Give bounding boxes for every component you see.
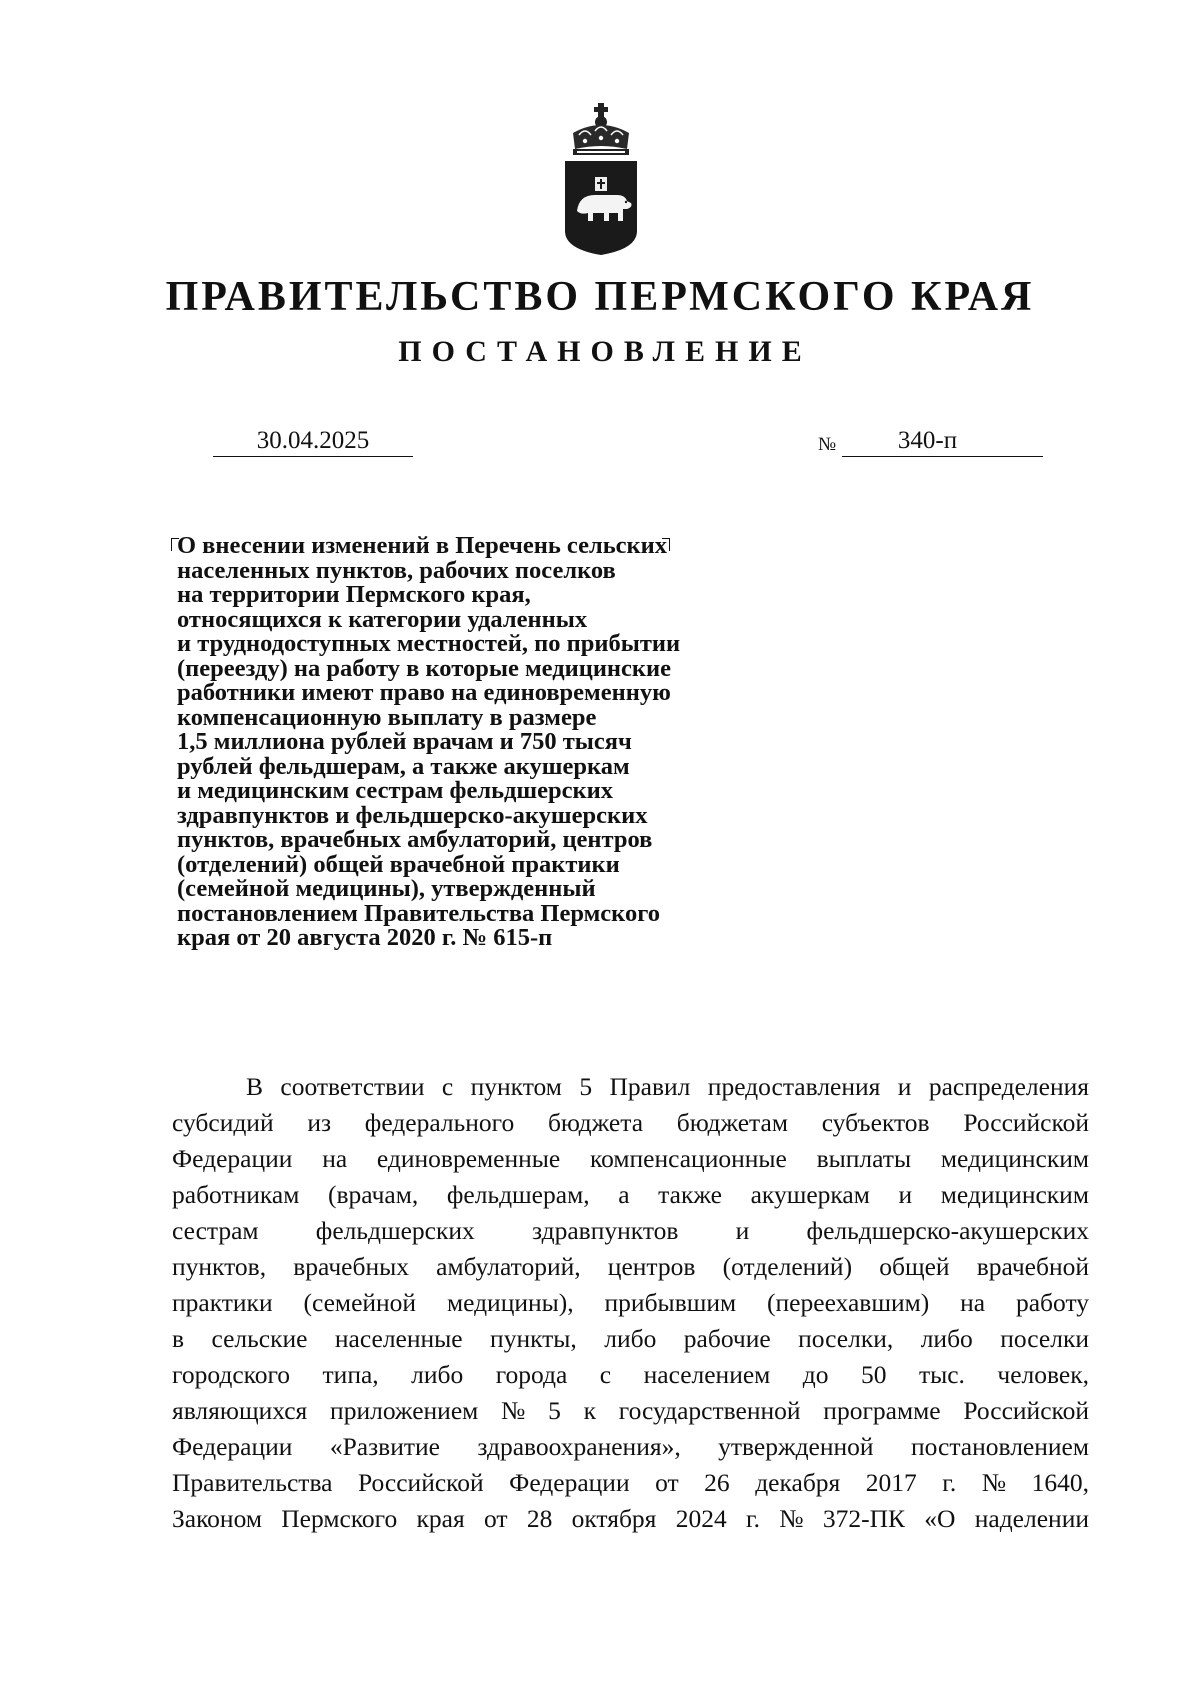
- organization-title: ПРАВИТЕЛЬСТВО ПЕРМСКОГО КРАЯ: [165, 274, 1035, 320]
- body-line: Федерации на единовременные компенсационные выплаты медицинским: [172, 1144, 1090, 1173]
- subject-line: пунктов, врачебных амбулаторий, центров: [177, 826, 653, 853]
- body-line: субсидий из федерального бюджета бюджетам субъектов Российской: [172, 1108, 1089, 1137]
- subject-line: компенсационную выплату в размере: [177, 703, 597, 731]
- body-line: Федерации «Развитие здравоохранения», утвержденной постановлением: [172, 1432, 1089, 1461]
- document-subject: [177, 534, 797, 951]
- body-line: городского типа, либо города с населением до 50 тыс. человек,: [172, 1360, 1089, 1389]
- body-line: пунктов, врачебных амбулаторий, центров (отделений) общей врачебной: [172, 1252, 1090, 1281]
- subject-line: рублей фельдшерам, а также акушеркам: [177, 752, 630, 780]
- subject-line: и труднодоступных местностей, по прибытии: [177, 630, 681, 657]
- body-line: В соответствии с пунктом 5 Правил предоставления и распределения: [246, 1072, 1089, 1101]
- subject-line: здравпунктов и фельдшерско-акушерских: [177, 801, 648, 829]
- subject-line: (переезду) на работу в которые медицинские: [177, 654, 672, 682]
- subject-line: работники имеют право на единовременную: [177, 679, 671, 706]
- document-type: ПОСТАНОВЛЕНИЕ: [398, 335, 812, 368]
- document-number: 340-п: [842, 426, 1043, 457]
- document-date: 30.04.2025: [213, 426, 413, 457]
- body-line: в сельские населенные пункты, либо рабочие поселки, либо поселки: [172, 1324, 1089, 1353]
- body-line: Законом Пермского края от 28 октября 2024 г. № 372-ПК «О наделении: [172, 1504, 1089, 1533]
- subject-line: и медицинским сестрам фельдшерских: [177, 777, 613, 804]
- body-line: практики (семейной медицины), прибывшим (переехавшим) на работу: [172, 1288, 1090, 1317]
- subject-line: О внесении изменений в Перечень сельских: [177, 532, 668, 559]
- coat-of-arms-icon: [565, 103, 637, 255]
- subject-line: края от 20 августа 2020 г. № 615-п: [177, 924, 553, 951]
- subject-line: (отделений) общей врачебной практики: [177, 850, 620, 878]
- subject-line: (семейной медицины), утвержденный: [177, 875, 596, 902]
- subject-line: постановлением Правительства Пермского: [177, 899, 660, 927]
- body-line: являющихся приложением № 5 к государственной программе Российской: [172, 1396, 1090, 1425]
- body-line: работникам (врачам, фельдшерам, а также акушеркам и медицинским: [172, 1180, 1089, 1209]
- document-body: [172, 1069, 1089, 1537]
- subject-line: 1,5 миллиона рублей врачам и 750 тысяч: [177, 728, 632, 755]
- body-line: сестрам фельдшерских здравпунктов и фельдшерско-акушерских: [172, 1216, 1089, 1245]
- subject-line: населенных пунктов, рабочих поселков: [177, 556, 616, 584]
- body-line: Правительства Российской Федерации от 26 декабря 2017 г. № 1640,: [172, 1468, 1089, 1497]
- number-label: №: [818, 434, 837, 455]
- subject-line: относящихся к категории удаленных: [177, 605, 588, 633]
- subject-line: на территории Пермского края,: [177, 581, 531, 608]
